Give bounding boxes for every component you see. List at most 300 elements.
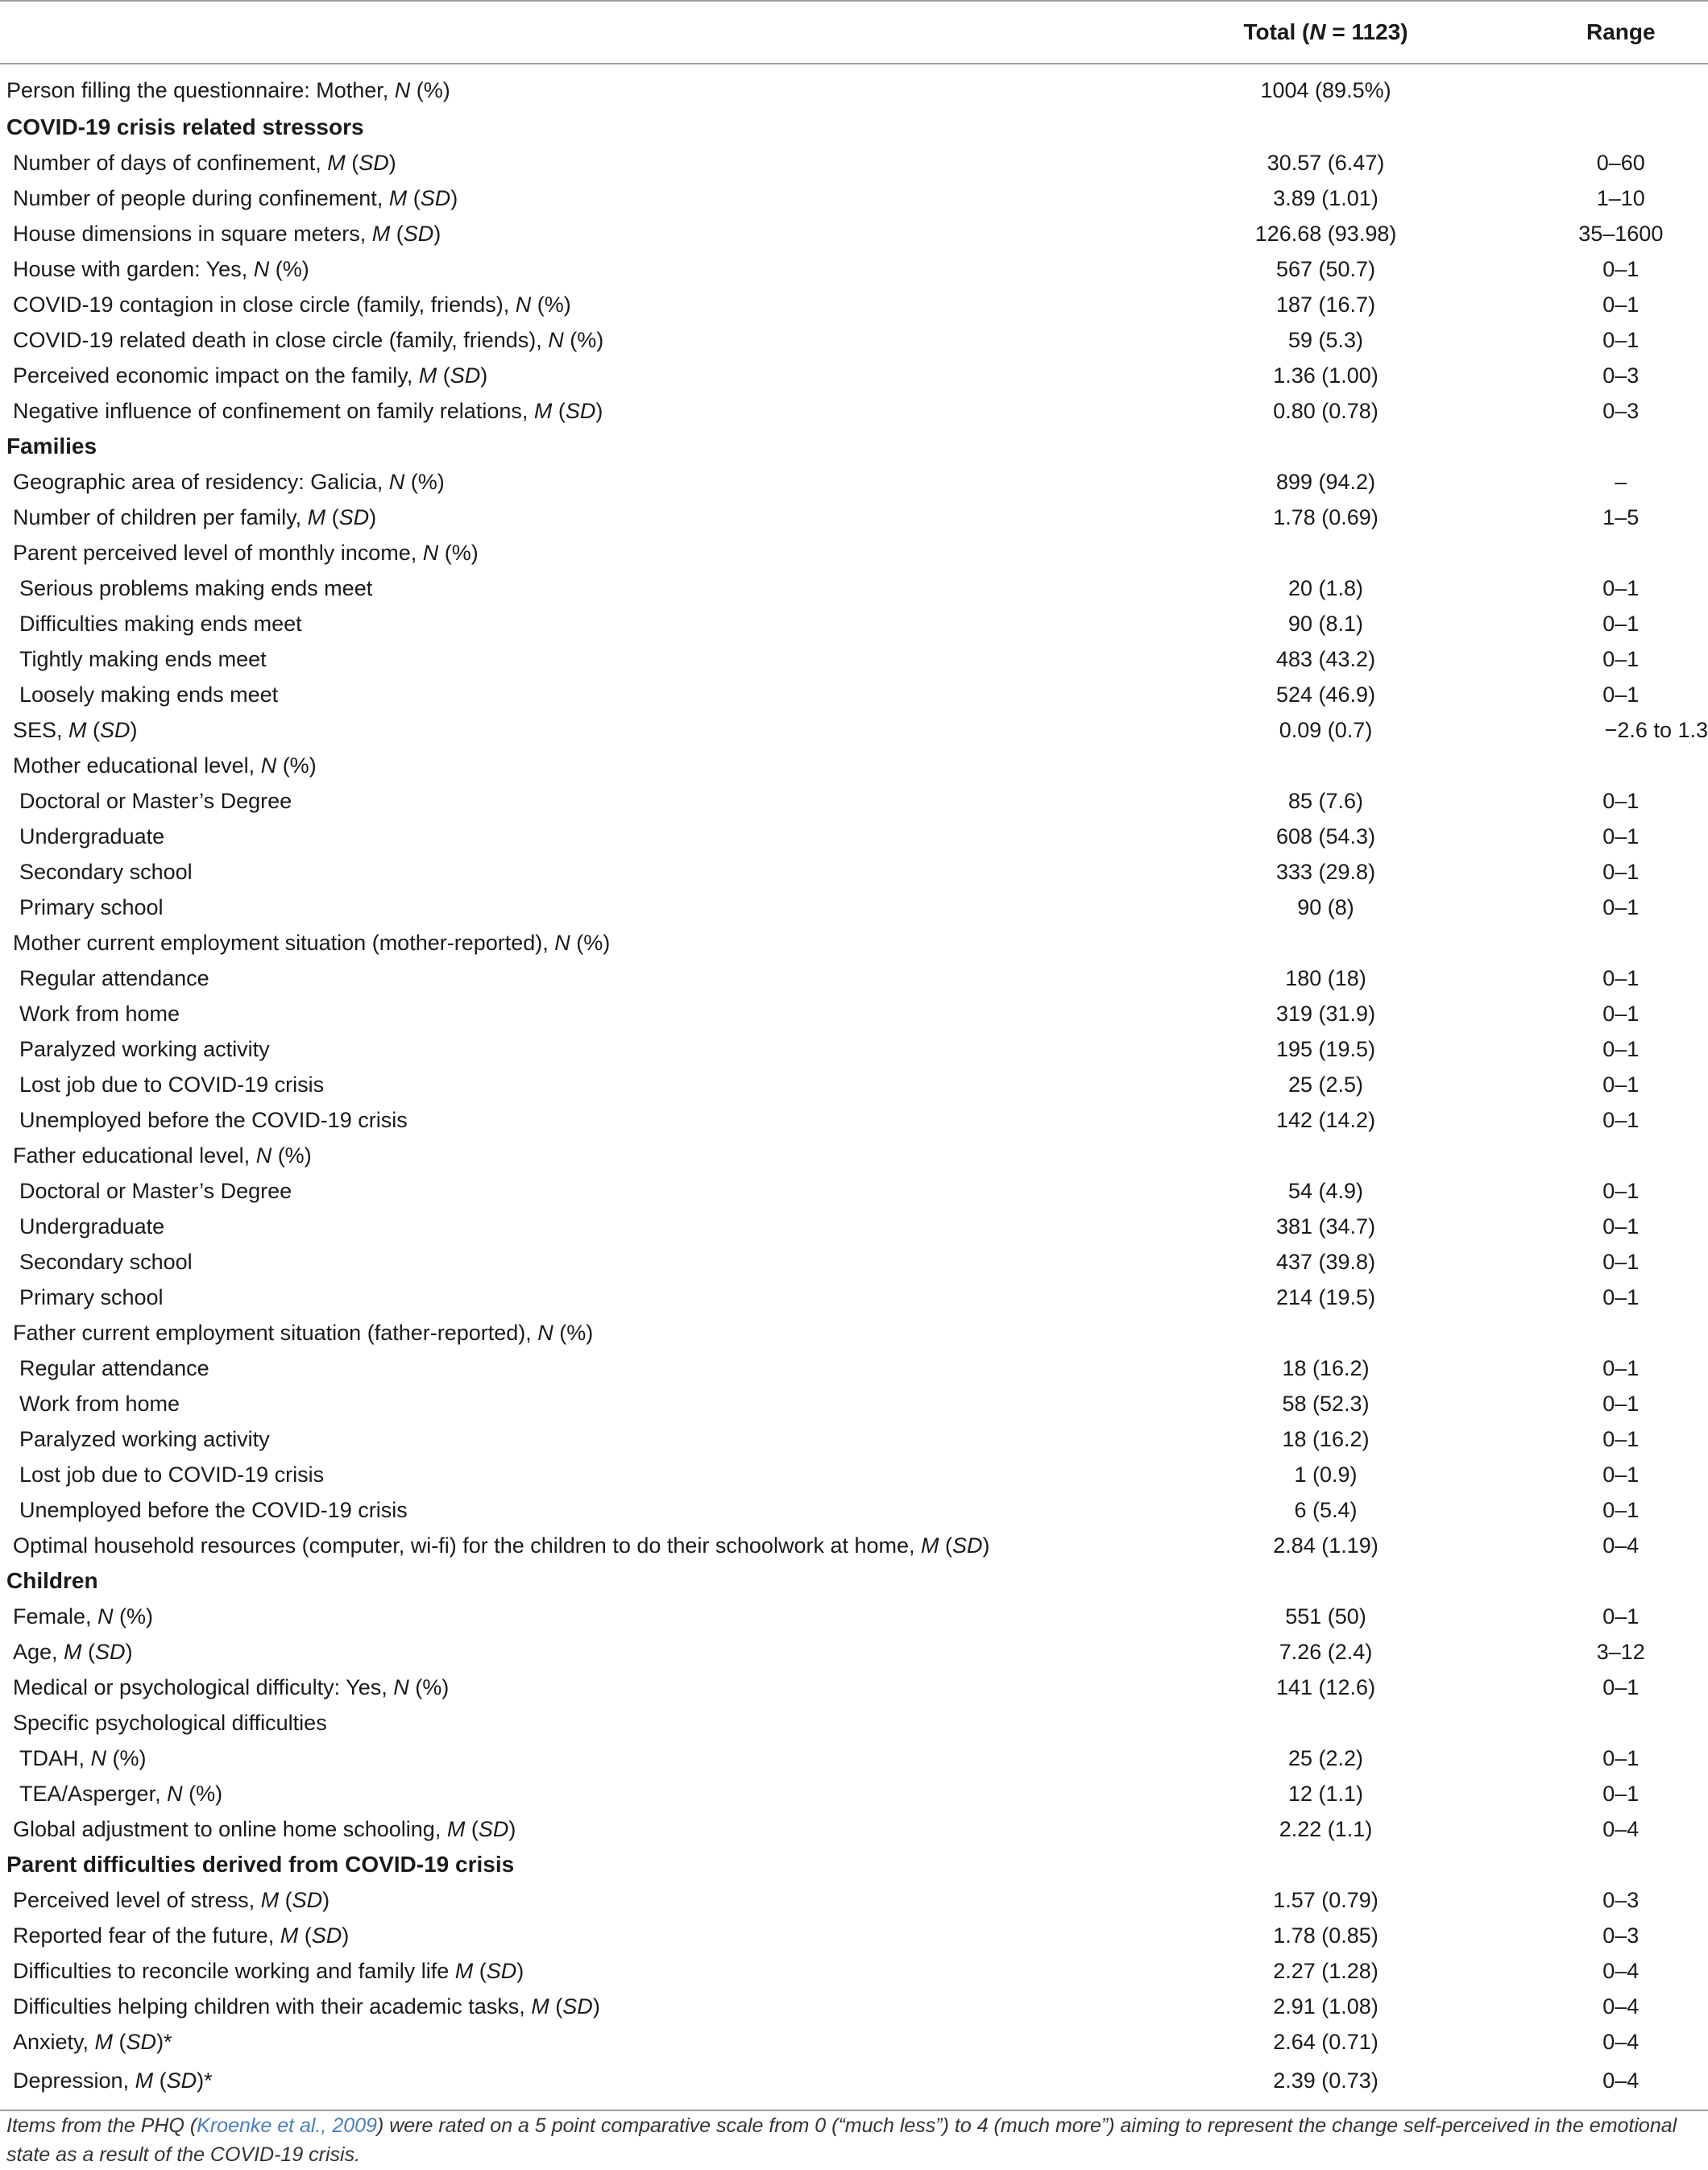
table-row [0, 1421, 1708, 1457]
row-label-text: Undergraduate [19, 1214, 165, 1239]
row-label-text: Number of days of confinement, [13, 150, 328, 175]
total-cell: 483 (43.2) [1275, 646, 1376, 671]
range-cell: 0–1 [1602, 1178, 1640, 1203]
row-label-text: COVID-19 related death in close circle (family, friends), [13, 327, 549, 352]
table-row [0, 641, 1708, 677]
range-cell: 1–10 [1596, 185, 1645, 210]
row-label-text: Difficulties helping children with their academic tasks, [13, 1994, 532, 2019]
table-row [0, 500, 1708, 535]
table-row [0, 1776, 1708, 1811]
range-cell: 0–1 [1602, 1249, 1640, 1274]
table-footnote [6, 2111, 1698, 2169]
table-row [0, 322, 1708, 358]
total-cell: 12 (1.1) [1288, 1781, 1364, 1806]
total-cell: 30.57 (6.47) [1266, 150, 1385, 175]
row-label [0, 1918, 1118, 1953]
row-label [0, 925, 1118, 961]
total-cell [1118, 748, 1534, 783]
range-cell: 0–1 [1602, 646, 1640, 671]
total-cell: 899 (94.2) [1275, 469, 1376, 494]
total-cell: 7.26 (2.4) [1279, 1639, 1373, 1664]
range-cell: 0–1 [1602, 859, 1640, 884]
row-stat-symbol: N [260, 753, 277, 778]
total-cell: 437 (39.8) [1275, 1249, 1376, 1274]
footnote-reference-link[interactable]: Kroenke et al., 2009 [197, 2114, 377, 2137]
row-label-text: Mother educational level, [13, 753, 261, 778]
row-label [0, 2060, 1118, 2110]
row-stat-symbol: M [94, 2029, 114, 2054]
row-stat-tail: (SD) [345, 150, 396, 175]
row-stat-symbol: M [446, 1816, 466, 1841]
row-label [0, 1138, 1118, 1173]
row-label [0, 641, 1118, 677]
row-label-text: Work from home [19, 1001, 180, 1026]
range-cell: 0–1 [1602, 327, 1640, 352]
row-stat-symbol: N [90, 1745, 107, 1770]
range-cell: 0–1 [1602, 1391, 1640, 1416]
range-cell: 0–3 [1602, 1887, 1640, 1912]
range-cell: 0–1 [1602, 682, 1640, 707]
row-label-text: Children [6, 1568, 98, 1593]
row-label [0, 2024, 1118, 2060]
row-label-text: Anxiety, [13, 2029, 95, 2054]
row-stat-symbol: M [64, 1639, 82, 1664]
range-cell [1534, 429, 1708, 464]
row-label-text: Father educational level, [13, 1143, 256, 1168]
row-stat-tail: (%) [563, 327, 604, 352]
table-row [0, 1882, 1708, 1918]
row-stat-symbol: M [327, 150, 346, 175]
table-row [0, 996, 1708, 1031]
table-row [0, 1634, 1708, 1670]
range-cell [1534, 1847, 1708, 1882]
row-stat-symbol: N [167, 1781, 183, 1806]
table-row [0, 1102, 1708, 1138]
row-stat-tail: (SD) [939, 1533, 990, 1558]
row-stat-symbol: M [260, 1887, 280, 1912]
row-stat-symbol: M [280, 1923, 299, 1948]
table-row [0, 64, 1708, 110]
range-cell [1534, 748, 1708, 783]
footnote-text-after: ) were rated on a 5 point comparative scale from 0 (“much less”) to 4 (much more”) aiming to represent the change self-perceived in the emotional state as a result of the COVID-19 crisis. [6, 2114, 1677, 2166]
range-cell [1534, 1563, 1708, 1599]
row-stat-tail: (SD)* [113, 2029, 172, 2054]
row-label [0, 1457, 1118, 1492]
row-stat-symbol: M [135, 2068, 154, 2093]
row-label-text: Secondary school [19, 1249, 193, 1274]
range-cell: 0–4 [1602, 1816, 1640, 1841]
row-stat-symbol: N [97, 1604, 114, 1629]
row-stat-symbol: M [921, 1533, 939, 1558]
range-cell: 0–3 [1602, 398, 1640, 423]
row-label-text: Age, [13, 1639, 64, 1664]
table-row [0, 1705, 1708, 1741]
table-row [0, 2024, 1708, 2060]
table-row [0, 1989, 1708, 2024]
row-label-text: Unemployed before the COVID-19 crisis [19, 1107, 408, 1132]
row-label-text: Perceived economic impact on the family, [13, 363, 419, 388]
row-label [0, 500, 1118, 535]
range-cell: 0–60 [1596, 150, 1645, 175]
row-stat-tail: (SD) [298, 1923, 350, 1948]
table-row [0, 180, 1708, 216]
row-label-text: House with garden: Yes, [13, 256, 254, 281]
row-label [0, 1953, 1118, 1989]
range-cell: 0–4 [1602, 1994, 1640, 2019]
row-label [0, 145, 1118, 180]
range-cell: 0–4 [1602, 2029, 1640, 2054]
row-stat-tail: (SD) [279, 1887, 330, 1912]
row-label-text: Medical or psychological difficulty: Yes, [13, 1674, 394, 1699]
footnote-text-before: Items from the PHQ ( [6, 2114, 197, 2137]
row-label-text: Lost job due to COVID-19 crisis [19, 1072, 325, 1097]
range-cell: 0–1 [1602, 256, 1640, 281]
total-cell [1118, 535, 1534, 571]
table-row [0, 1386, 1708, 1421]
row-label-text: Secondary school [19, 859, 193, 884]
total-cell: 2.39 (0.73) [1118, 2060, 1534, 2110]
range-cell: 0–3 [1602, 1923, 1640, 1948]
row-label-text: Difficulties to reconcile working and family life [13, 1958, 455, 1983]
total-cell: 0.80 (0.78) [1273, 398, 1378, 423]
row-label-text: TDAH, [19, 1745, 91, 1770]
range-cell: 0–1 [1602, 824, 1640, 848]
range-cell [1534, 1315, 1708, 1351]
row-stat-tail: (SD) [81, 1639, 133, 1664]
row-label-text: Regular attendance [19, 1355, 209, 1380]
range-cell: 0–4 [1602, 1958, 1640, 1983]
total-cell [1118, 1705, 1534, 1741]
table-row [0, 1918, 1708, 1953]
table-row [0, 1031, 1708, 1067]
range-cell: 0–1 [1602, 575, 1640, 600]
section-header-row [0, 110, 1708, 145]
row-label-text: Parent difficulties derived from COVID-19 crisis [6, 1852, 515, 1877]
range-cell: 0–1 [1602, 1284, 1640, 1309]
row-label [0, 712, 1118, 748]
table-row [0, 1811, 1708, 1847]
range-cell: 0–1 [1602, 1214, 1640, 1239]
header-range: Range [1534, 1, 1708, 64]
section-header-row [0, 1563, 1708, 1599]
total-cell: 180 (18) [1285, 965, 1366, 990]
row-label-text: Regular attendance [19, 965, 209, 990]
total-cell: 18 (16.2) [1282, 1355, 1370, 1380]
total-cell: 1 (0.9) [1294, 1462, 1358, 1487]
table-row [0, 1953, 1708, 1989]
row-label [0, 1315, 1118, 1351]
table-row [0, 1315, 1708, 1351]
total-cell: 381 (34.7) [1275, 1214, 1376, 1239]
total-cell: 2.64 (0.71) [1273, 2029, 1378, 2054]
row-label [0, 1989, 1118, 2024]
total-cell: 1.78 (0.85) [1273, 1923, 1378, 1948]
row-label-text: Parent perceived level of monthly income, [13, 540, 423, 565]
table-row [0, 145, 1708, 180]
row-label-text: Depression, [13, 2068, 135, 2093]
total-cell: 1.78 (0.69) [1273, 504, 1378, 529]
row-label-text: Female, [13, 1604, 98, 1629]
row-label [0, 1528, 1118, 1563]
total-cell: 608 (54.3) [1275, 824, 1376, 848]
table-row [0, 1351, 1708, 1386]
table-row [0, 748, 1708, 783]
total-cell: 20 (1.8) [1288, 575, 1364, 600]
range-cell: 0–3 [1602, 363, 1640, 388]
total-cell: 2.22 (1.1) [1279, 1816, 1373, 1841]
row-stat-symbol: M [371, 221, 391, 246]
table-row [0, 1244, 1708, 1280]
table-row [0, 358, 1708, 393]
row-label-text: Loosely making ends meet [19, 682, 279, 707]
row-stat-tail: (SD) [465, 1816, 516, 1841]
range-cell [1534, 1138, 1708, 1173]
row-label [0, 1067, 1118, 1102]
row-label-text: Geographic area of residency: Galicia, [13, 469, 389, 494]
range-cell: 0–1 [1602, 1355, 1640, 1380]
total-cell: 567 (50.7) [1275, 256, 1376, 281]
total-cell: 126.68 (93.98) [1254, 221, 1397, 246]
row-label [0, 110, 1118, 145]
range-cell [1534, 535, 1708, 571]
range-cell: 0–1 [1602, 1674, 1640, 1699]
range-cell: 0–1 [1602, 292, 1640, 317]
table-row [0, 1457, 1708, 1492]
row-stat-symbol: M [307, 504, 326, 529]
total-cell: 551 (50) [1285, 1604, 1366, 1629]
table-row [0, 1173, 1708, 1209]
row-label [0, 535, 1118, 571]
row-stat-tail: (%) [570, 930, 611, 955]
total-cell: 90 (8) [1297, 894, 1354, 919]
row-stat-tail: (SD) [549, 1994, 600, 2019]
total-cell [1118, 1847, 1534, 1882]
row-label [0, 1244, 1118, 1280]
table-row [0, 2060, 1708, 2110]
range-cell: 0–1 [1602, 1107, 1640, 1132]
table-row [0, 783, 1708, 819]
total-cell: 54 (4.9) [1288, 1178, 1364, 1203]
row-label [0, 1563, 1118, 1599]
row-label-text: Work from home [19, 1391, 180, 1416]
range-cell [1534, 1705, 1708, 1741]
row-label [0, 287, 1118, 322]
row-label-text: Person filling the questionnaire: Mother, [6, 77, 395, 102]
range-cell: 0–1 [1602, 1462, 1640, 1487]
range-cell: 0–1 [1602, 611, 1640, 636]
row-label-text: Global adjustment to online home schooling, [13, 1816, 447, 1841]
total-cell: 18 (16.2) [1282, 1426, 1370, 1451]
total-cell [1118, 1138, 1534, 1173]
row-stat-tail: (%) [408, 1674, 450, 1699]
row-stat-symbol: M [454, 1958, 474, 1983]
total-cell: 59 (5.3) [1288, 327, 1364, 352]
range-cell: −2.6 to 1.3 [1604, 717, 1708, 742]
row-stat-tail: (SD) [552, 398, 603, 423]
total-cell: 25 (2.2) [1288, 1745, 1364, 1770]
table-row [0, 1067, 1708, 1102]
total-cell: 25 (2.5) [1288, 1072, 1364, 1097]
row-label [0, 393, 1118, 429]
row-label [0, 464, 1118, 500]
table-row [0, 535, 1708, 571]
row-stat-symbol: N [548, 327, 564, 352]
row-stat-symbol: M [388, 185, 408, 210]
row-label [0, 322, 1118, 358]
range-cell: 0–1 [1602, 1497, 1640, 1522]
range-cell: 0–1 [1602, 1001, 1640, 1026]
range-cell: 1–5 [1602, 504, 1640, 529]
table-row [0, 216, 1708, 251]
header-label-cell [0, 1, 1118, 64]
row-stat-tail: (%) [269, 256, 309, 281]
row-label [0, 429, 1118, 464]
row-label-text: Doctoral or Master’s Degree [19, 1178, 292, 1203]
row-label [0, 1847, 1118, 1882]
row-stat-tail: (SD) [407, 185, 458, 210]
total-cell: 85 (7.6) [1288, 788, 1364, 813]
total-cell: 1.57 (0.79) [1273, 1887, 1378, 1912]
row-label [0, 251, 1118, 287]
range-cell: 0–1 [1602, 1036, 1640, 1061]
row-stat-tail: (SD) [473, 1958, 524, 1983]
table-header-row [0, 1, 1708, 64]
table-row [0, 606, 1708, 641]
row-label-text: Families [6, 434, 97, 458]
row-label [0, 1776, 1118, 1811]
row-stat-tail: (%) [404, 469, 445, 494]
row-stat-symbol: N [422, 540, 439, 565]
range-cell: 0–1 [1602, 894, 1640, 919]
range-cell: 0–4 [1534, 2060, 1708, 2110]
row-stat-tail: (SD)* [153, 2068, 213, 2093]
range-cell: 0–1 [1602, 788, 1640, 813]
row-stat-tail: (%) [272, 1143, 312, 1168]
row-stat-tail: (%) [113, 1604, 154, 1629]
row-stat-tail: (%) [553, 1320, 594, 1345]
table-row [0, 1528, 1708, 1563]
row-label-text: Lost job due to COVID-19 crisis [19, 1462, 325, 1487]
range-cell: 3–12 [1596, 1639, 1645, 1664]
range-cell [1534, 64, 1708, 110]
row-label-text: Mother current employment situation (mother-reported), [13, 930, 555, 955]
table-row [0, 393, 1708, 429]
table-row [0, 961, 1708, 996]
total-cell [1118, 925, 1534, 961]
total-cell [1118, 110, 1534, 145]
row-stat-tail: (%) [438, 540, 479, 565]
header-total-suffix: = 1123) [1325, 19, 1408, 44]
range-cell: 0–1 [1602, 965, 1640, 990]
row-label-text: COVID-19 crisis related stressors [6, 114, 364, 139]
range-cell [1534, 110, 1708, 145]
table-row [0, 1209, 1708, 1244]
row-label-text: Negative influence of confinement on family relations, [13, 398, 534, 423]
row-stat-tail: (%) [531, 292, 571, 317]
row-label [0, 996, 1118, 1031]
row-label [0, 748, 1118, 783]
total-cell: 90 (8.1) [1288, 611, 1364, 636]
row-stat-tail: (%) [182, 1781, 223, 1806]
table-row [0, 819, 1708, 854]
table-row [0, 1599, 1708, 1634]
row-label-text: Undergraduate [19, 824, 165, 848]
range-cell [1534, 925, 1708, 961]
total-cell: 2.27 (1.28) [1273, 1958, 1378, 1983]
total-cell: 2.84 (1.19) [1273, 1533, 1378, 1558]
row-label [0, 1421, 1118, 1457]
row-label [0, 1811, 1118, 1847]
total-cell: 214 (19.5) [1275, 1284, 1376, 1309]
row-label-text: SES, [13, 717, 69, 742]
row-label-text: Serious problems making ends meet [19, 575, 373, 600]
table-row [0, 1280, 1708, 1315]
table-row [0, 1138, 1708, 1173]
header-total-prefix: Total ( [1243, 19, 1310, 44]
row-label [0, 64, 1118, 110]
row-stat-symbol: M [418, 363, 437, 388]
table-row [0, 571, 1708, 606]
row-label [0, 1705, 1118, 1741]
total-cell: 141 (12.6) [1275, 1674, 1376, 1699]
table-row [0, 925, 1708, 961]
row-label [0, 180, 1118, 216]
row-label-text: Specific psychological difficulties [13, 1710, 327, 1735]
row-label [0, 1670, 1118, 1705]
total-cell: 6 (5.4) [1294, 1497, 1358, 1522]
row-label-text: Difficulties making ends meet [19, 611, 302, 636]
row-label [0, 854, 1118, 890]
table-row [0, 1492, 1708, 1528]
row-stat-tail: (SD) [325, 504, 377, 529]
total-cell: 333 (29.8) [1275, 859, 1376, 884]
table-row [0, 1670, 1708, 1705]
row-label-text: Father current employment situation (father-reported), [13, 1320, 538, 1345]
row-label-text: Number of people during confinement, [13, 185, 389, 210]
row-stat-symbol: M [531, 1994, 549, 2019]
row-stat-tail: (SD) [437, 363, 488, 388]
row-label [0, 1492, 1118, 1528]
total-cell: 58 (52.3) [1282, 1391, 1370, 1416]
row-label [0, 1741, 1118, 1776]
row-label-text: COVID-19 contagion in close circle (family, friends), [13, 292, 516, 317]
row-label-text: Perceived level of stress, [13, 1887, 261, 1912]
row-label [0, 1386, 1118, 1421]
row-label [0, 1634, 1118, 1670]
total-cell: 1004 (89.5%) [1260, 77, 1391, 102]
total-cell: 3.89 (1.01) [1273, 185, 1378, 210]
range-cell: 0–1 [1602, 1745, 1640, 1770]
row-label [0, 606, 1118, 641]
table-row [0, 890, 1708, 925]
total-cell: 319 (31.9) [1275, 1001, 1376, 1026]
range-cell: 0–1 [1602, 1426, 1640, 1451]
header-total-n: N [1309, 19, 1326, 44]
row-label [0, 1173, 1118, 1209]
row-label [0, 783, 1118, 819]
total-cell: 524 (46.9) [1275, 682, 1376, 707]
table-row [0, 464, 1708, 500]
row-label-text: Number of children per family, [13, 504, 308, 529]
row-stat-symbol: N [394, 77, 411, 102]
row-label [0, 961, 1118, 996]
row-label-text: Primary school [19, 1284, 164, 1309]
row-label [0, 819, 1118, 854]
total-cell: 195 (19.5) [1275, 1036, 1376, 1061]
table-row [0, 287, 1708, 322]
row-stat-symbol: N [515, 292, 532, 317]
row-stat-symbol: N [393, 1674, 409, 1699]
